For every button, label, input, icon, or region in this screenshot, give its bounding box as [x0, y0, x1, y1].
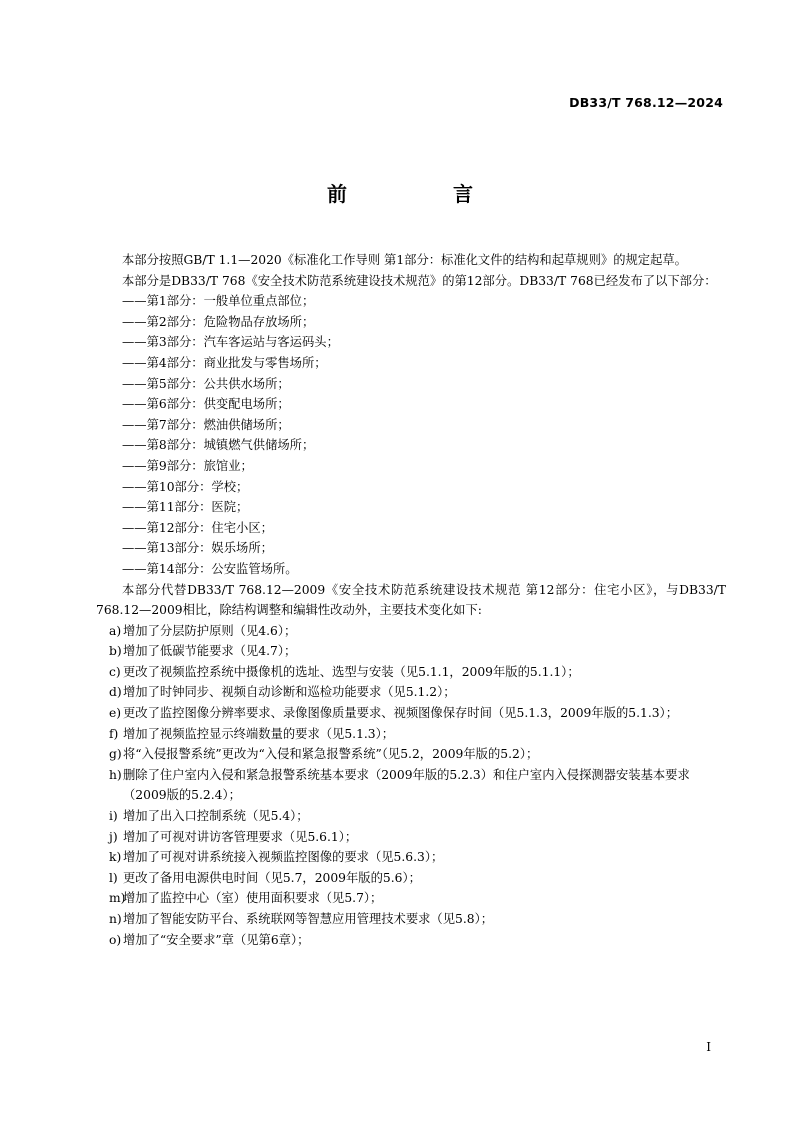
list-item: ——第3部分：汽车客运站与客运码头； — [122, 335, 339, 350]
change-text: 将“入侵报警系统”更改为“入侵和紧急报警系统”（见5.2，2009年版的5.2）； — [123, 747, 539, 762]
list-marker: i) — [109, 809, 118, 824]
change-text: 增加了可视对讲系统接入视频监控图像的要求（见5.6.3）； — [123, 850, 444, 865]
page-number: I — [706, 1040, 711, 1054]
list-item: ——第11部分：医院； — [122, 500, 249, 515]
list-item: ——第2部分：危险物品存放场所； — [122, 314, 315, 329]
change-item — [96, 682, 726, 703]
change-item — [96, 621, 726, 642]
change-text: 更改了备用电源供电时间（见5.7，2009年版的5.6）； — [123, 870, 421, 885]
change-item — [96, 827, 726, 848]
list-marker: h) — [109, 767, 122, 782]
change-item — [96, 868, 726, 889]
changes-list — [96, 621, 726, 951]
list-item: ——第13部分：娱乐场所； — [122, 541, 273, 556]
list-item: ——第14部分：公安监管场所。 — [122, 561, 298, 576]
list-item: ——第10部分：学校； — [122, 479, 249, 494]
change-text: 更改了监控图像分辨率要求、录像图像质量要求、视频图像保存时间（见5.1.3，2009年版的5.1.3）； — [123, 706, 679, 721]
change-item — [96, 744, 726, 765]
change-text: 增加了分层防护原则（见4.6）； — [123, 623, 297, 638]
list-item: ——第7部分：燃油供储场所； — [122, 417, 290, 432]
change-text: 删除了住户室内入侵和紧急报警系统基本要求（2009年版的5.2.3）和住户室内入侵探测器安装基本要求（2009版的5.2.4）； — [123, 767, 690, 803]
list-marker: a) — [109, 623, 122, 638]
change-item — [96, 724, 726, 745]
list-marker: l) — [109, 870, 118, 885]
change-text: 增加了低碳节能要求（见4.7）； — [123, 644, 297, 659]
paragraph-drafting-rules: 本部分按照GB/T 1.1—2020《标准化工作导则 第1部分：标准化文件的结构和起草规则》的规定起草。 — [122, 253, 687, 267]
list-marker: b) — [109, 644, 122, 659]
change-item — [96, 888, 726, 909]
change-text: 增加了“安全要求”章（见第6章）； — [123, 932, 310, 947]
list-item: ——第12部分：住宅小区； — [122, 520, 273, 535]
change-item — [96, 930, 726, 951]
parts-list — [96, 291, 726, 579]
change-text: 增加了可视对讲访客管理要求（见5.6.1）； — [123, 829, 358, 844]
list-marker: f) — [109, 726, 119, 741]
list-marker: o) — [109, 932, 122, 947]
change-item — [96, 641, 726, 662]
list-item: ——第1部分：一般单位重点部位； — [122, 294, 315, 309]
list-item: ——第4部分：商业批发与零售场所； — [122, 355, 327, 370]
change-text: 增加了智能安防平台、系统联网等智慧应用管理技术要求（见5.8）； — [123, 912, 494, 926]
list-item: ——第9部分：旅馆业； — [122, 458, 253, 473]
change-text: 增加了出入口控制系统（见5.4）； — [123, 809, 309, 824]
change-item — [96, 847, 726, 868]
document-body — [96, 250, 726, 950]
paragraph-replacement: 本部分代替DB33/T 768.12—2009《安全技术防范系统建设技术规范 第12部分：住宅小区》，与DB33/T 768.12—2009相比，除结构调整和编辑性改动外，主要技术变化如下: — [96, 582, 726, 618]
paragraph-series-intro: 本部分是DB33/T 768《安全技术防范系统建设技术规范》的第12部分。DB33/T 768已经发布了以下部分： — [122, 273, 717, 288]
page-title: 前 言 — [327, 182, 495, 206]
list-marker: d) — [109, 685, 122, 700]
list-marker: c) — [109, 664, 121, 679]
change-item — [96, 765, 726, 806]
list-marker: m) — [109, 891, 126, 906]
change-item — [96, 662, 726, 683]
list-marker: k) — [109, 850, 122, 865]
change-item — [96, 806, 726, 827]
list-item: ——第6部分：供变配电场所； — [122, 397, 290, 412]
change-text: 增加了监控中心（室）使用面积要求（见5.7）； — [123, 891, 383, 906]
list-marker: n) — [109, 912, 122, 926]
document-code: DB33/T 768.12—2024 — [569, 95, 723, 110]
list-marker: e) — [109, 706, 122, 721]
list-item: ——第5部分：公共供水场所； — [122, 376, 290, 391]
change-item — [96, 909, 726, 930]
list-marker: j) — [109, 829, 118, 844]
list-item: ——第8部分：城镇燃气供储场所； — [122, 438, 315, 453]
change-text: 增加了时钟同步、视频自动诊断和巡检功能要求（见5.1.2）； — [123, 685, 456, 700]
list-marker: g) — [109, 747, 122, 762]
change-item — [96, 703, 726, 724]
change-text: 更改了视频监控系统中摄像机的选址、选型与安装（见5.1.1，2009年版的5.1.1）； — [123, 664, 580, 679]
change-text: 增加了视频监控显示终端数量的要求（见5.1.3）； — [123, 726, 395, 741]
